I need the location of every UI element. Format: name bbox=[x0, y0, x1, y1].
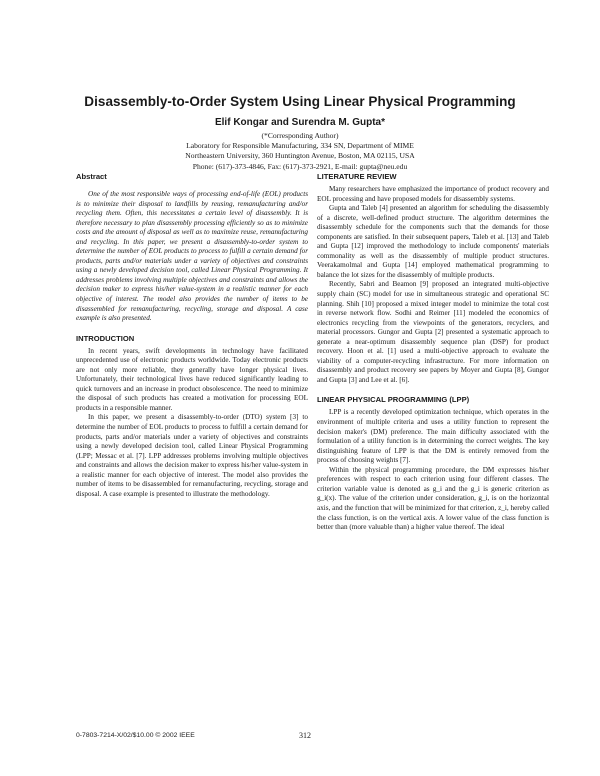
lpp-heading: LINEAR PHYSICAL PROGRAMMING (LPP) bbox=[317, 395, 470, 405]
introduction-paragraph: In recent years, swift developments in technology have facilitated unprecedented use of electronic products worldwide. Today electronic products are not only more reliable, they generally have longer physical lives. Unfortunately, their technological lives have reduced significantly leading to quick turnovers and an increase in product obsolescence. The need to minimize the disposal of such products has created a motivation for processing EOL products in a responsible manner. bbox=[76, 346, 308, 412]
affiliation-line: Northeastern University, 360 Huntington Avenue, Boston, MA 02115, USA bbox=[185, 151, 415, 161]
literature-review-heading: LITERATURE REVIEW bbox=[317, 172, 397, 181]
lpp-paragraph: Within the physical programming procedure, the DM expresses his/her preferences with respect to each criterion using four different classes. The criterion variable value is denoted as g_i and the g_i is generic criterion as g_i(x). The value of the criterion under consideration, g_i, is on the horizontal axis, and the function that will be minimized for that criterion, z_i, hereby called the class function, is on the vertical axis. A lower value of the class function is better than (more valuable than) a higher value thereof. The ideal bbox=[317, 465, 549, 532]
affiliation-line: (*Corresponding Author) bbox=[261, 131, 339, 140]
affiliation-line: Laboratory for Responsible Manufacturing, 334 SN, Department of MIME bbox=[186, 141, 414, 151]
right-column bbox=[317, 172, 549, 533]
lpp-paragraph: LPP is a recently developed optimization technique, which operates in the environment of multiple criteria and uses a utility function to represent the decision maker's (DM) preference. The main difficulty associated with the formulation of a utility function is in determining the correct weights. The key distinguishing feature of LPP is that the DM is entirely removed from the process of choosing weights [7]. bbox=[317, 408, 549, 465]
page-number: 312 bbox=[299, 731, 311, 740]
affiliation-block bbox=[0, 131, 600, 172]
left-column bbox=[76, 172, 308, 499]
footer-copyright: 0-7803-7214-X/02/$10.00 © 2002 IEEE bbox=[76, 732, 195, 739]
introduction-paragraph: In this paper, we present a disassembly-to-order (DTO) system [3] to determine the number of EOL products to process to fulfill a certain demand for products, parts and/or materials under a variety of objectives and constraints using a newly developed decision tool, called Linear Physical Programming (LPP; Messac et al. [7]. LPP addresses problems involving multiple objectives and constraints and allows the decision maker to express his/her value-system in a realistic manner for each objective of interest. The model also provides the number of items to be disassembled for remanufacturing, recycling, storage and disposal. A case example is presented to illustrate the methodology. bbox=[76, 413, 308, 498]
affiliation-line: Phone: (617)-373-4846, Fax: (617)-373-2921, E-mail: gupta@neu.edu bbox=[192, 161, 408, 171]
paper-title: Disassembly-to-Order System Using Linear Physical Programming bbox=[84, 94, 516, 109]
literature-paragraph: Recently, Sabri and Beamon [9] proposed an integrated multi-objective supply chain (SC) model for use in simultaneous strategic and operational SC planning. Shih [10] proposed a mixed integer model to minimize the total cost in reverse network flow. Sodhi and Reimer [11] modeled the economics of electronics recycling from the viewpoints of the generators, recyclers, and material processors. Gungor and Gupta [2] presented a systematic approach to generate a near-optimum disassembly sequence plan (DSP) for product recovery. Hoon et al. [1] used a multi-objective approach to evaluate the viability of a computer-recycling infrastructure. For more information on disassembly and product recovery see papers by Moyer and Gupta [8], Gungor and Gupta [3] and Lee et al. [6]. bbox=[317, 280, 549, 384]
literature-paragraph: Many researchers have emphasized the importance of product recovery and EOL processing and have proposed models for disassembly systems. bbox=[317, 185, 549, 203]
abstract-text: One of the most responsible ways of processing end-of-life (EOL) products is to minimize their disposal to landfills by reusing, remanufacturing and/or recycling them. Often, this necessitates a certain level of disassembly. It is therefore necessary to plan disassembly processing efficiently so as to minimize costs and the amount of disposal as well as to maximize reuse, remanufacturing and recycling. In this paper, we present a disassembly-to-order system to determine the number of EOL products to process to fulfill a certain demand for products, parts and/or materials under a variety of objectives and constraints using a newly developed decision tool, called Linear Physical Programming. It addresses problems involving multiple objectives and constraints and allows the decision maker to express his/her value-system in a realistic manner for each objective of interest. The model also provides the number of items to be disassembled for remanufacturing, recycling, storage and disposal. A case example is also presented. bbox=[76, 190, 308, 323]
literature-paragraph: Gupta and Taleb [4] presented an algorithm for scheduling the disassembly of a discrete, well-defined product structure. The algorithm determines the disassembly schedule for the components such that the demands for those components are satisfied. In their subsequent papers, Taleb et al. [13] and Taleb and Gupta [12] improved the methodology to include components' materials commonality as well as the disassembly of multiple product structures. Veerakamolmal and Gupta [14] employed mathematical programming to balance the lot sizes for the disassembly of multiple products. bbox=[317, 204, 549, 279]
paper-authors: Elif Kongar and Surendra M. Gupta* bbox=[214, 117, 385, 128]
abstract-heading: Abstract bbox=[76, 172, 107, 181]
introduction-heading: INTRODUCTION bbox=[76, 333, 135, 343]
